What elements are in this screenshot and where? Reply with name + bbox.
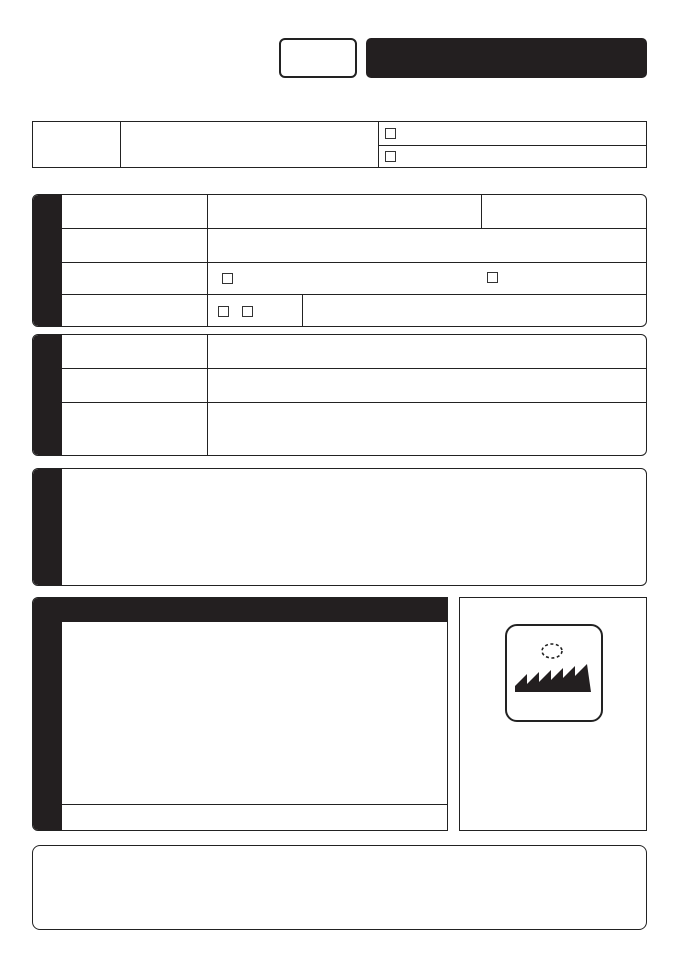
lunchbox-icon bbox=[507, 626, 601, 720]
delivery-checkbox[interactable] bbox=[385, 128, 396, 139]
remarks-row bbox=[62, 402, 646, 456]
delivery-sidebar bbox=[33, 335, 62, 455]
receipt-options bbox=[208, 262, 646, 294]
pickup-option[interactable] bbox=[379, 146, 646, 167]
reply-need-checkbox[interactable] bbox=[218, 306, 229, 317]
remarks-label bbox=[62, 402, 208, 456]
destination-row bbox=[62, 335, 646, 369]
confirm-section bbox=[32, 468, 647, 586]
receipt-need-checkbox[interactable] bbox=[222, 273, 233, 284]
person-name-field[interactable] bbox=[208, 228, 431, 262]
customer-sidebar bbox=[33, 195, 62, 326]
reply-fax-note bbox=[303, 294, 646, 327]
receipt-not-need-checkbox[interactable] bbox=[487, 272, 498, 283]
confirm-sidebar bbox=[33, 469, 62, 585]
fax-number-badge bbox=[366, 38, 647, 78]
reply-fax-options bbox=[208, 294, 303, 327]
order-header bbox=[62, 598, 447, 622]
address-label bbox=[62, 368, 208, 402]
delivery-option[interactable] bbox=[379, 122, 646, 146]
date-label bbox=[33, 122, 121, 167]
person-label bbox=[62, 228, 208, 262]
company-name-field[interactable] bbox=[208, 195, 482, 228]
order-section bbox=[32, 597, 448, 831]
destination-label bbox=[62, 335, 208, 368]
order-total-line[interactable] bbox=[62, 804, 447, 830]
date-box bbox=[32, 121, 647, 168]
date-field[interactable] bbox=[122, 122, 379, 167]
reply-fax-row bbox=[62, 294, 646, 327]
customer-section bbox=[32, 194, 647, 327]
remarks-box[interactable] bbox=[32, 845, 647, 930]
person-row bbox=[62, 228, 646, 263]
remarks-field[interactable] bbox=[208, 402, 646, 456]
contact-tel bbox=[470, 763, 478, 781]
brand-logo bbox=[505, 624, 603, 722]
destination-contact-field[interactable] bbox=[428, 335, 646, 368]
company-row bbox=[62, 195, 646, 229]
address-field[interactable] bbox=[208, 368, 646, 402]
contact-fax bbox=[470, 783, 476, 801]
reply-fax-label bbox=[62, 294, 208, 327]
receipt-row bbox=[62, 262, 646, 295]
address-row bbox=[62, 368, 646, 403]
order-sidebar bbox=[33, 598, 62, 830]
receipt-label bbox=[62, 262, 208, 294]
order-form-badge bbox=[279, 38, 357, 78]
pickup-checkbox[interactable] bbox=[385, 151, 396, 162]
contact-box bbox=[459, 597, 647, 831]
contact-field[interactable] bbox=[431, 228, 646, 262]
reply-not-need-checkbox[interactable] bbox=[242, 306, 253, 317]
order-rows bbox=[62, 622, 447, 804]
destination-name-field[interactable] bbox=[208, 335, 428, 368]
delivery-section bbox=[32, 334, 647, 456]
company-label bbox=[62, 195, 208, 228]
dept-field[interactable] bbox=[482, 195, 646, 228]
